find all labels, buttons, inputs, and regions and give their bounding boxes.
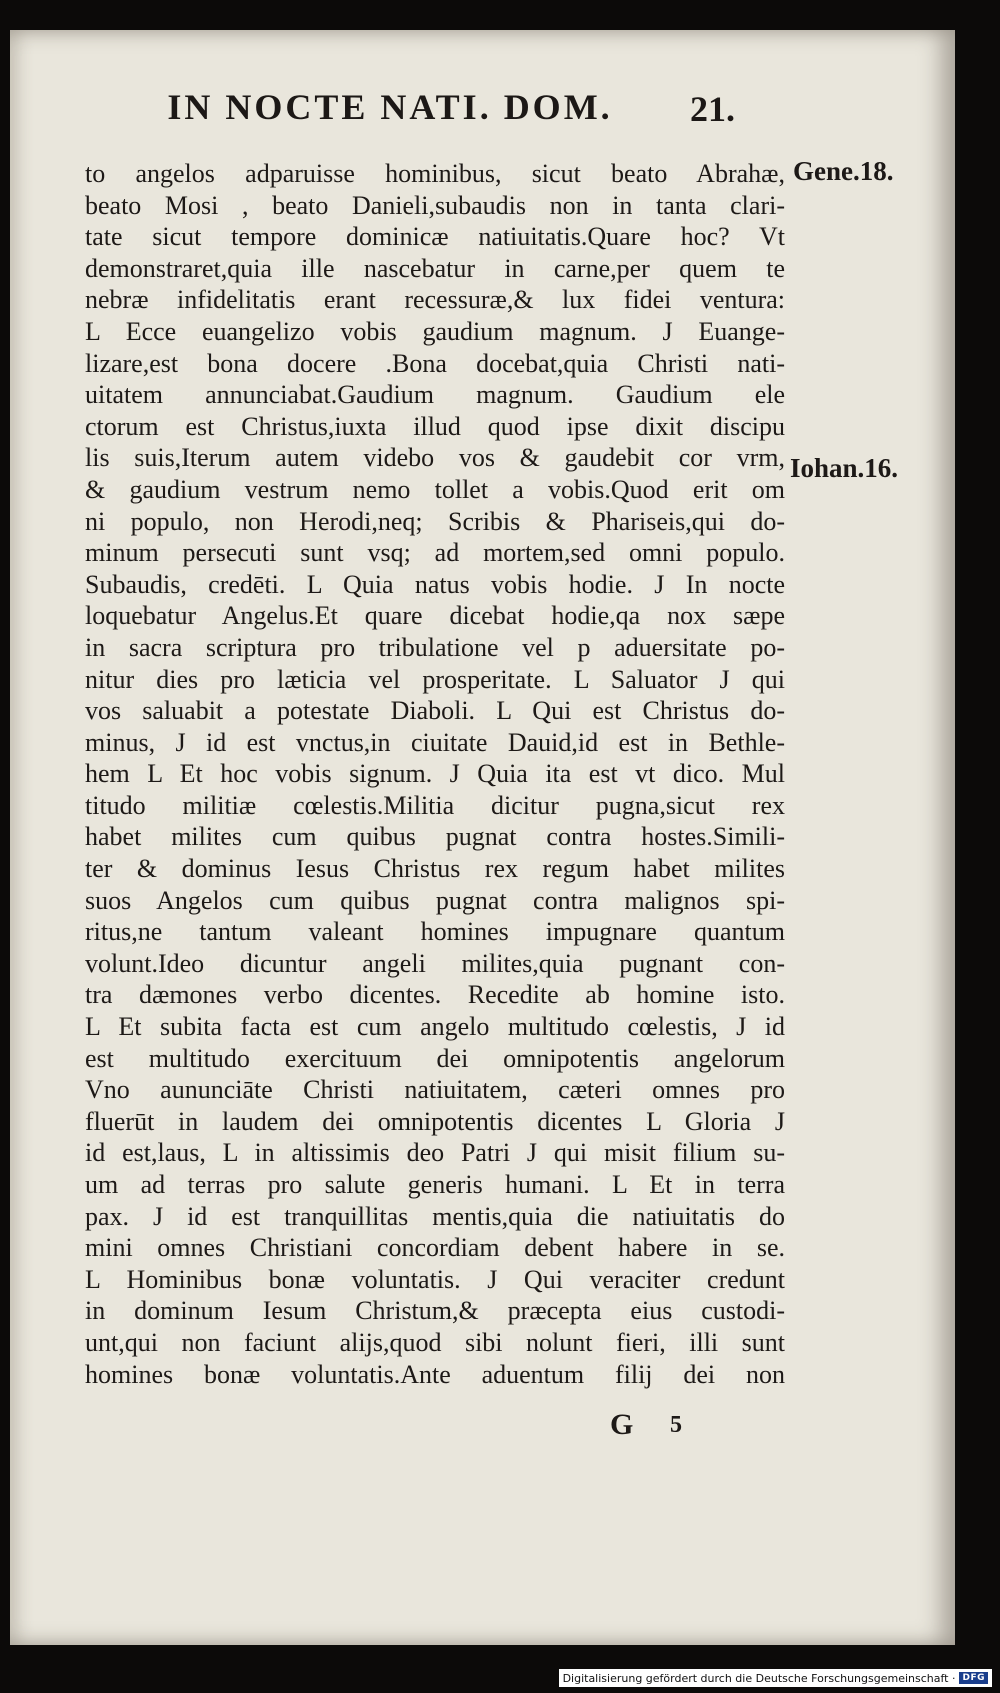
text-line: Subaudis, credēti. L Quia natus vobis hodie. J In nocte: [85, 569, 785, 599]
text-line: ctorum est Christus,iuxta illud quod ipse dixit discipu: [85, 411, 785, 441]
digitization-credit: [559, 1669, 992, 1687]
text-line: beato Mosi , beato Danieli,subaudis non in tanta clari-: [85, 190, 785, 220]
text-line: hem L Et hoc vobis signum. J Quia ita est vt dico. Mul: [85, 759, 785, 789]
text-line: minum persecuti sunt vsq; ad mortem,sed omni populo.: [85, 538, 785, 568]
text-line: L Et subita facta est cum angelo multitudo cœlestis, J id: [85, 1012, 785, 1042]
text-line: loquebatur Angelus.Et quare dicebat hodie,qa nox sæpe: [85, 601, 785, 631]
text-line: L Hominibus bonæ voluntatis. J Qui veraciter credunt: [85, 1264, 785, 1294]
text-line: unt,qui non faciunt alijs,quod sibi nolunt fieri, illi sunt: [85, 1327, 785, 1357]
text-line: nebræ infidelitatis erant recessuræ,& lux fidei ventura:: [85, 285, 785, 315]
text-line: um ad terras pro salute generis humani. L Et in terra: [85, 1170, 785, 1199]
text-line: uitatem annunciabat.Gaudium magnum. Gaudium ele: [85, 380, 785, 410]
text-line: habet milites cum quibus pugnat contra hostes.Simili-: [85, 822, 785, 852]
signature-mark: G: [610, 1408, 634, 1441]
credit-text: Digitalisierung gefördert durch die Deutsche Forschungsgemeinschaft ·: [562, 1671, 956, 1685]
text-line: fluerūt in laudem dei omnipotentis dicentes L Gloria J: [85, 1106, 785, 1136]
dfg-logo: DFG: [959, 1672, 988, 1684]
text-line: est multitudo exercituum dei omnipotentis angelorum: [85, 1043, 785, 1073]
margin-note-john: Iohan.16.: [790, 453, 899, 483]
text-line: L Ecce euangelizo vobis gaudium magnum. J Euange-: [85, 316, 785, 346]
text-line: & gaudium vestrum nemo tollet a vobis.Quod erit om: [85, 474, 785, 504]
text-line: lis suis,Iterum autem videbo vos & gaudebit cor vrm,: [85, 443, 785, 473]
text-line: id est,laus, L in altissimis deo Patri J qui misit filium su-: [85, 1138, 785, 1168]
margin-note-genesis: Gene.18.: [793, 156, 894, 186]
text-line: mini omnes Christiani concordiam debent habere in se.: [85, 1233, 785, 1263]
text-line: suos Angelos cum quibus pugnat contra malignos spi-: [85, 885, 785, 915]
body-text: [85, 158, 785, 1390]
text-line: vos saluabit a potestate Diaboli. L Qui est Christus do-: [85, 696, 785, 726]
text-line: pax. J id est tranquillitas mentis,quia die natiuitatis do: [85, 1201, 785, 1231]
text-line: in dominum Iesum Christum,& præcepta eius custodi-: [85, 1296, 785, 1326]
text-line: ter & dominus Iesus Christus rex regum habet milites: [85, 854, 785, 884]
text-line: volunt.Ideo dicuntur angeli milites,quia pugnant con-: [85, 948, 785, 978]
text-line: Vno aununciāte Christi natiuitatem, cæteri omnes pro: [85, 1075, 785, 1105]
book-page: [10, 30, 955, 1645]
text-line: demonstraret,quia ille nascebatur in carne,per quem te: [85, 253, 785, 283]
text-line: homines bonæ voluntatis.Ante aduentum filij dei non: [85, 1359, 785, 1389]
text-line: ritus,ne tantum valeant homines impugnare quantum: [85, 917, 785, 947]
text-line: titudo militiæ cœlestis.Militia dicitur pugna,sicut rex: [85, 790, 785, 820]
signature-number: 5: [670, 1412, 682, 1438]
page-number: 21.: [690, 89, 735, 129]
running-header: IN NOCTE NATI. DOM.: [167, 87, 613, 127]
text-line: tate sicut tempore dominicæ natiuitatis.Quare hoc? Vt: [85, 222, 785, 252]
text-line: in sacra scriptura pro tribulatione vel p aduersitate po-: [85, 632, 785, 662]
text-line: to angelos adparuisse hominibus, sicut beato Abrahæ,: [85, 159, 785, 188]
text-line: minus, J id est vnctus,in ciuitate Dauid,id est in Bethle-: [85, 727, 785, 757]
text-line: lizare,est bona docere .Bona docebat,quia Christi nati-: [85, 348, 785, 378]
text-line: ni populo, non Herodi,neq; Scribis & Phariseis,qui do-: [85, 506, 785, 536]
text-line: nitur dies pro læticia vel prosperitate. L Saluator J qui: [85, 664, 785, 694]
text-line: tra dæmones verbo dicentes. Recedite ab homine isto.: [85, 980, 785, 1010]
